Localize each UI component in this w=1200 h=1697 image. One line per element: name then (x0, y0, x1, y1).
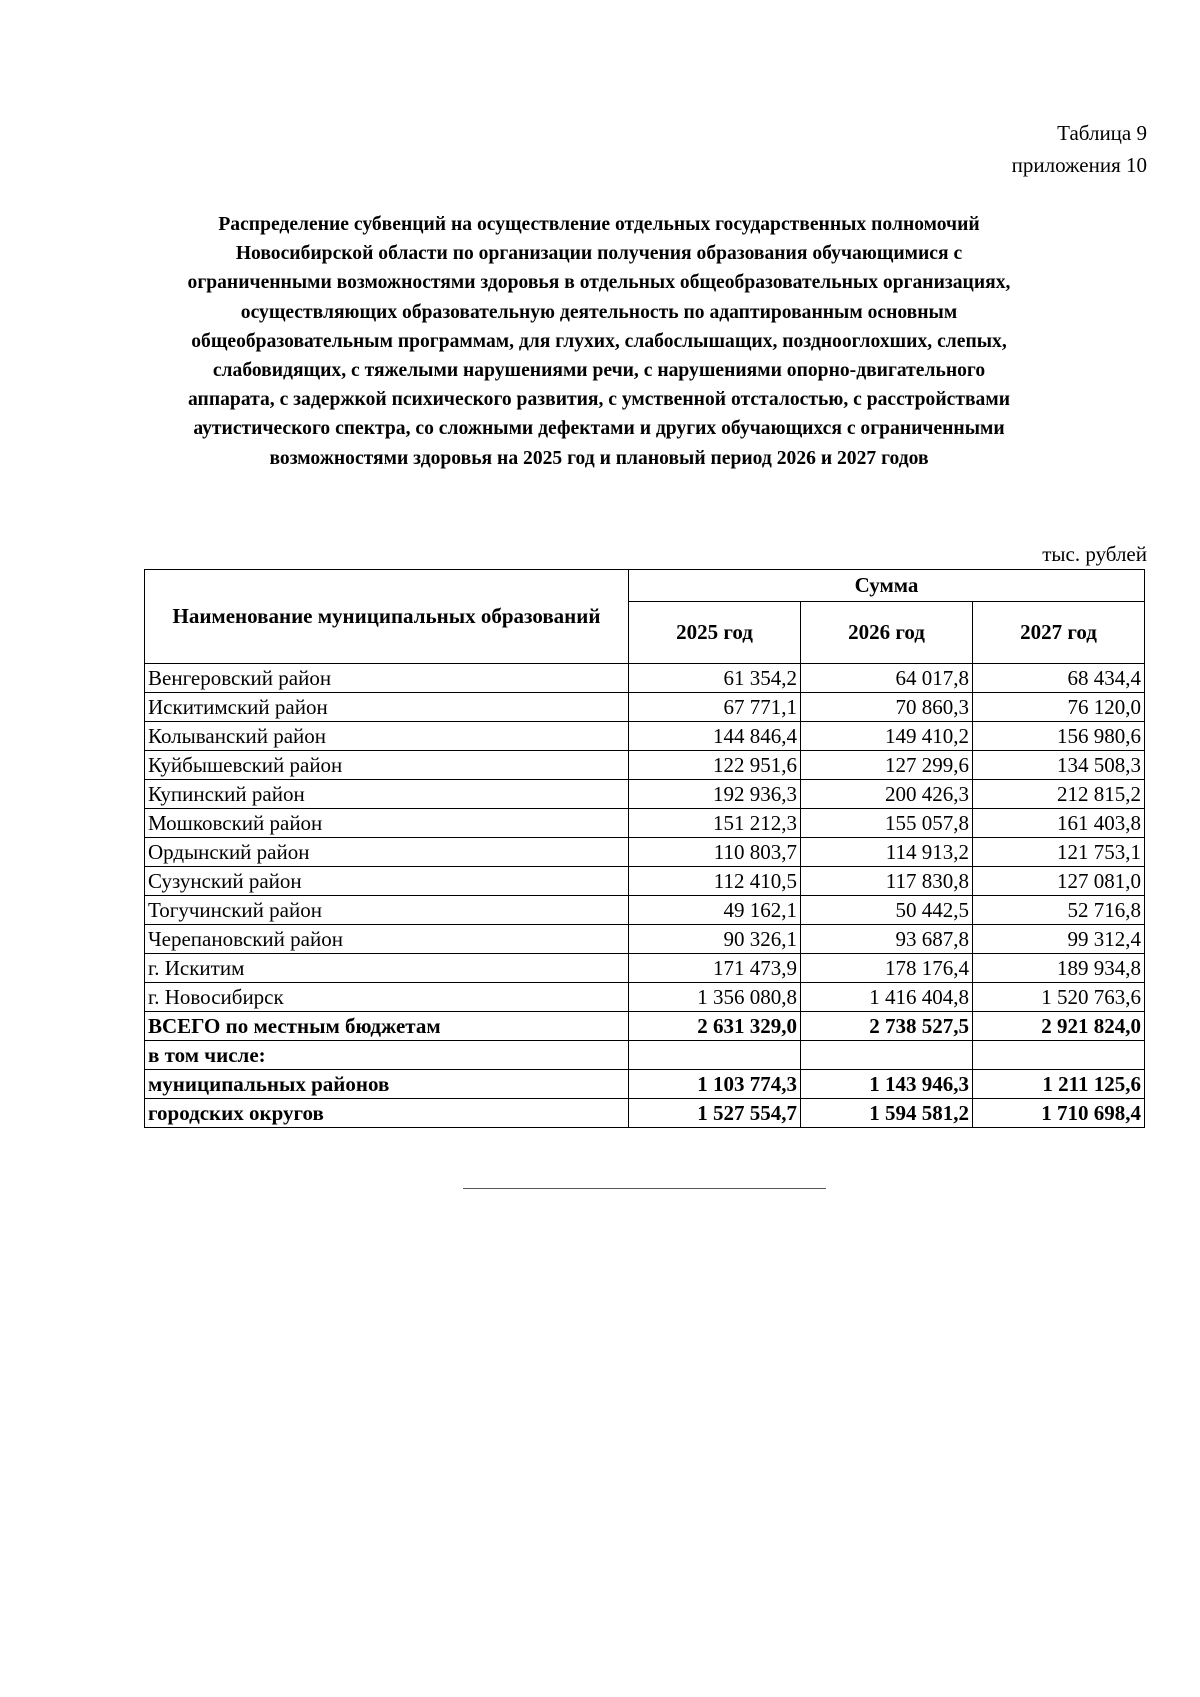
amount-2026: 1 416 404,8 (801, 983, 973, 1012)
amount-2025: 1 527 554,7 (629, 1099, 801, 1128)
amount-2026: 2 738 527,5 (801, 1012, 973, 1041)
municipality-name: Сузунский район (145, 867, 629, 896)
amount-2026: 149 410,2 (801, 722, 973, 751)
municipality-name: муниципальных районов (145, 1070, 629, 1099)
title-line: ограниченными возможностями здоровья в отдельных общеобразовательных организациях, (187, 272, 1011, 294)
table-row (145, 1099, 1145, 1128)
title-line: осуществляющих образовательную деятельность по адаптированным основным (240, 301, 958, 323)
column-header-2026: 2026 год (801, 602, 973, 664)
municipality-name: Ордынский район (145, 838, 629, 867)
amount-2027: 68 434,4 (973, 664, 1145, 693)
table-row (145, 809, 1145, 838)
amount-2027: 99 312,4 (973, 925, 1145, 954)
municipality-name: Черепановский район (145, 925, 629, 954)
amount-2027: 2 921 824,0 (973, 1012, 1145, 1041)
amount-2025: 112 410,5 (629, 867, 801, 896)
table-row (145, 983, 1145, 1012)
amount-2027: 76 120,0 (973, 693, 1145, 722)
amount-2026: 70 860,3 (801, 693, 973, 722)
title-line: возможностями здоровья на 2025 год и плановый период 2026 и 2027 годов (269, 447, 929, 469)
amount-2026: 155 057,8 (801, 809, 973, 838)
amount-2026 (801, 1041, 973, 1070)
table-row (145, 838, 1145, 867)
municipality-name: Искитимский район (145, 693, 629, 722)
table-row (145, 664, 1145, 693)
amount-2027: 1 520 763,6 (973, 983, 1145, 1012)
amount-2026: 1 594 581,2 (801, 1099, 973, 1128)
table-row (145, 1070, 1145, 1099)
amount-2027: 121 753,1 (973, 838, 1145, 867)
amount-2026: 50 442,5 (801, 896, 973, 925)
municipality-name: ВСЕГО по местным бюджетам (145, 1012, 629, 1041)
amount-2025 (629, 1041, 801, 1070)
table-number: Таблица 9 (1057, 121, 1147, 145)
amount-2027: 52 716,8 (973, 896, 1145, 925)
table-row (145, 867, 1145, 896)
municipality-name: в том числе: (145, 1041, 629, 1070)
amount-2027: 156 980,6 (973, 722, 1145, 751)
amount-2027: 212 815,2 (973, 780, 1145, 809)
amount-2026: 1 143 946,3 (801, 1070, 973, 1099)
amount-2027 (973, 1041, 1145, 1070)
table-body (145, 664, 1145, 1128)
municipality-name: Куйбышевский район (145, 751, 629, 780)
amount-2027: 1 211 125,6 (973, 1070, 1145, 1099)
table-row (145, 1041, 1145, 1070)
amount-2025: 192 936,3 (629, 780, 801, 809)
amount-2026: 64 017,8 (801, 664, 973, 693)
table-row (145, 693, 1145, 722)
amount-2025: 144 846,4 (629, 722, 801, 751)
column-header-name: Наименование муниципальных образований (145, 570, 629, 664)
title-line: Новосибирской области по организации получения образования обучающимися с (235, 243, 963, 265)
municipality-name: Мошковский район (145, 809, 629, 838)
table-row (145, 722, 1145, 751)
amount-2025: 90 326,1 (629, 925, 801, 954)
amount-2025: 151 212,3 (629, 809, 801, 838)
amount-2025: 110 803,7 (629, 838, 801, 867)
column-header-2027: 2027 год (973, 602, 1145, 664)
units-label: тыс. рублей (1042, 542, 1147, 566)
table-row (145, 780, 1145, 809)
amount-2025: 1 356 080,8 (629, 983, 801, 1012)
end-rule (463, 1188, 826, 1189)
title-line: слабовидящих, с тяжелыми нарушениями речи, с нарушениями опорно-двигательного (212, 360, 986, 382)
municipality-name: г. Искитим (145, 954, 629, 983)
amount-2026: 127 299,6 (801, 751, 973, 780)
table-row (145, 896, 1145, 925)
title-line: Распределение субвенций на осуществление отдельных государственных полномочий (218, 214, 980, 235)
amount-2025: 67 771,1 (629, 693, 801, 722)
amount-2025: 122 951,6 (629, 751, 801, 780)
table-row (145, 925, 1145, 954)
amount-2027: 1 710 698,4 (973, 1099, 1145, 1128)
amount-2025: 49 162,1 (629, 896, 801, 925)
column-header-sum: Сумма (629, 570, 1145, 602)
municipality-name: Венгеровский район (145, 664, 629, 693)
amount-2027: 127 081,0 (973, 867, 1145, 896)
municipality-name: г. Новосибирск (145, 983, 629, 1012)
amount-2025: 1 103 774,3 (629, 1070, 801, 1099)
amount-2025: 2 631 329,0 (629, 1012, 801, 1041)
amount-2026: 93 687,8 (801, 925, 973, 954)
amount-2027: 161 403,8 (973, 809, 1145, 838)
appendix-reference: приложения 10 (1011, 153, 1147, 177)
table-row (145, 751, 1145, 780)
amount-2027: 134 508,3 (973, 751, 1145, 780)
title-line: общеобразовательным программам, для глухих, слабослышащих, позднооглохших, слепых, (191, 330, 1007, 352)
column-header-2025: 2025 год (629, 602, 801, 664)
title-line: аутистического спектра, со сложными дефектами и других обучающихся с ограниченными (193, 418, 1005, 440)
amount-2025: 61 354,2 (629, 664, 801, 693)
document-title (140, 210, 1058, 473)
municipality-name: Колыванский район (145, 722, 629, 751)
amount-2027: 189 934,8 (973, 954, 1145, 983)
amount-2026: 117 830,8 (801, 867, 973, 896)
subvention-table (144, 569, 1145, 1128)
amount-2025: 171 473,9 (629, 954, 801, 983)
municipality-name: городских округов (145, 1099, 629, 1128)
amount-2026: 178 176,4 (801, 954, 973, 983)
municipality-name: Купинский район (145, 780, 629, 809)
municipality-name: Тогучинский район (145, 896, 629, 925)
table-row (145, 954, 1145, 983)
amount-2026: 200 426,3 (801, 780, 973, 809)
title-line: аппарата, с задержкой психического развития, с умственной отсталостью, с расстройствами (188, 389, 1010, 411)
amount-2026: 114 913,2 (801, 838, 973, 867)
table-row (145, 1012, 1145, 1041)
